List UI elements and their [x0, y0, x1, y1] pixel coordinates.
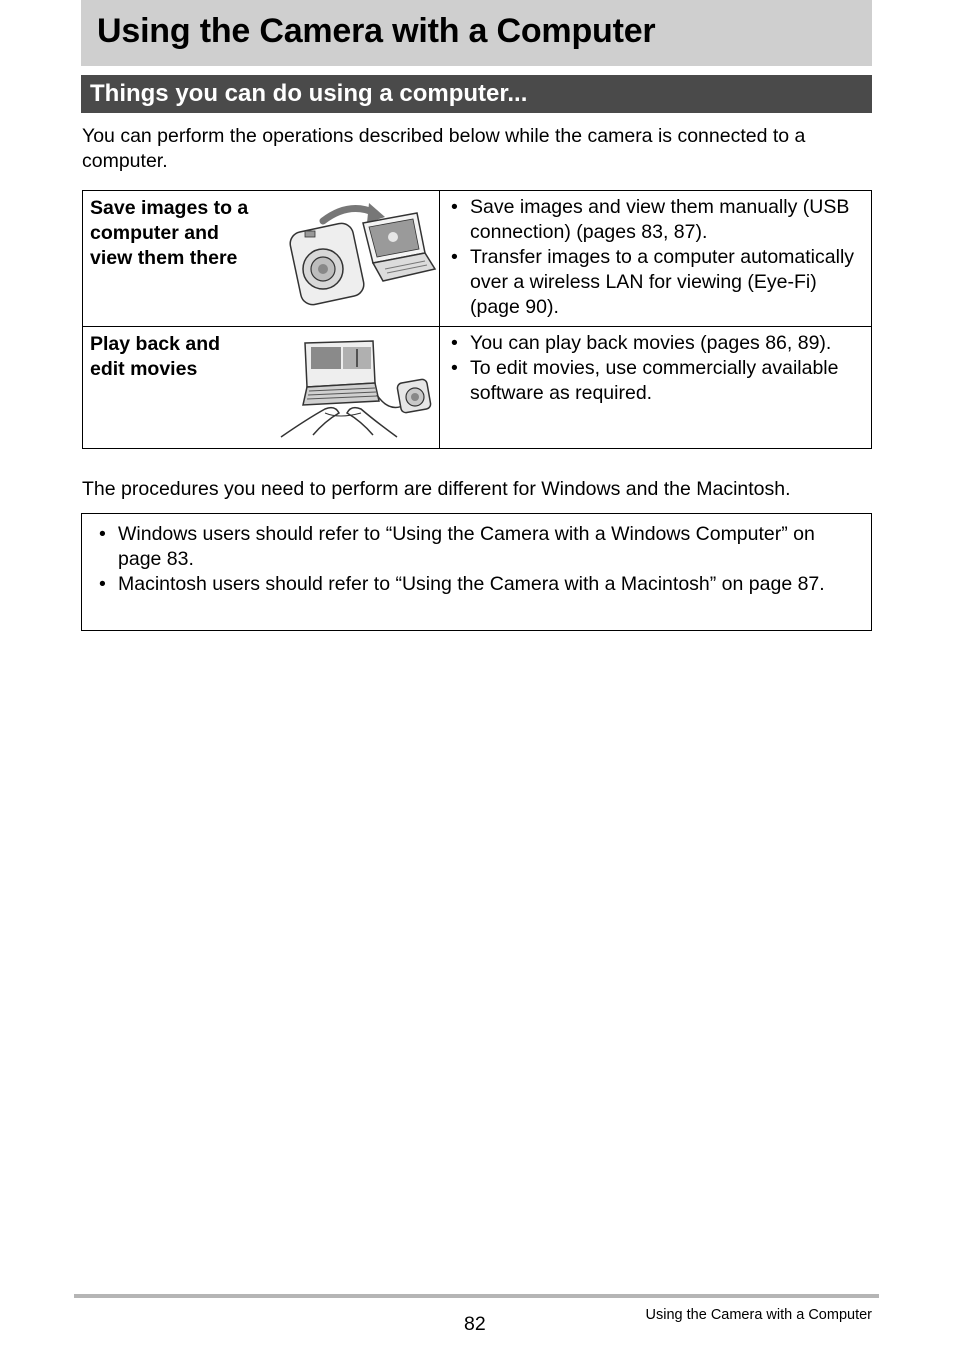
laptop-editing-illustration: [277, 335, 433, 443]
procedures-text: The procedures you need to perform are different for Windows and the Macintosh.: [82, 478, 791, 500]
operation-details-list: [440, 191, 871, 320]
section-bar: [81, 75, 872, 113]
list-item: • Macintosh users should refer to “Using the Camera with a Macintosh” on page 87.: [96, 572, 857, 597]
list-item: • You can play back movies (pages 86, 89).: [448, 331, 865, 356]
operation-details-cell: [440, 327, 872, 449]
camera-to-laptop-illustration: [289, 199, 437, 309]
footer-divider: [74, 1294, 879, 1298]
operation-label-cell: [83, 191, 440, 327]
title-bar: [81, 0, 872, 66]
section-title: Things you can do using a computer...: [90, 80, 528, 107]
operations-table: [82, 190, 872, 449]
reference-note-list: [82, 514, 871, 597]
operation-label-cell: [83, 327, 440, 449]
list-item: • Save images and view them manually (USB connection) (pages 83, 87).: [448, 195, 865, 245]
operation-label: [90, 332, 220, 382]
reference-note-box: [81, 513, 872, 631]
list-item: • To edit movies, use commercially available software as required.: [448, 356, 865, 406]
operation-label-line: Play back and: [90, 333, 221, 355]
list-item: • Windows users should refer to “Using the Camera with a Windows Computer” on page 83.: [96, 522, 857, 572]
page-title: Using the Camera with a Computer: [97, 12, 656, 50]
operation-label-line: Save images to a: [90, 197, 249, 219]
table-row: [83, 327, 872, 449]
table-row: [83, 191, 872, 327]
footer-running-title: Using the Camera with a Computer: [645, 1307, 872, 1323]
operation-label: [90, 196, 248, 271]
operation-label-line: computer and: [90, 222, 219, 244]
operation-label-line: edit movies: [90, 358, 198, 380]
operation-label-line: view them there: [90, 247, 238, 269]
intro-text: You can perform the operations described below while the camera is connected to a computer.: [82, 125, 806, 172]
list-item: • Transfer images to a computer automatically over a wireless LAN for viewing (Eye-Fi) (page 90).: [448, 245, 865, 320]
operation-details-list: [440, 327, 871, 406]
page-number: 82: [464, 1313, 486, 1335]
operation-details-cell: [440, 191, 872, 327]
